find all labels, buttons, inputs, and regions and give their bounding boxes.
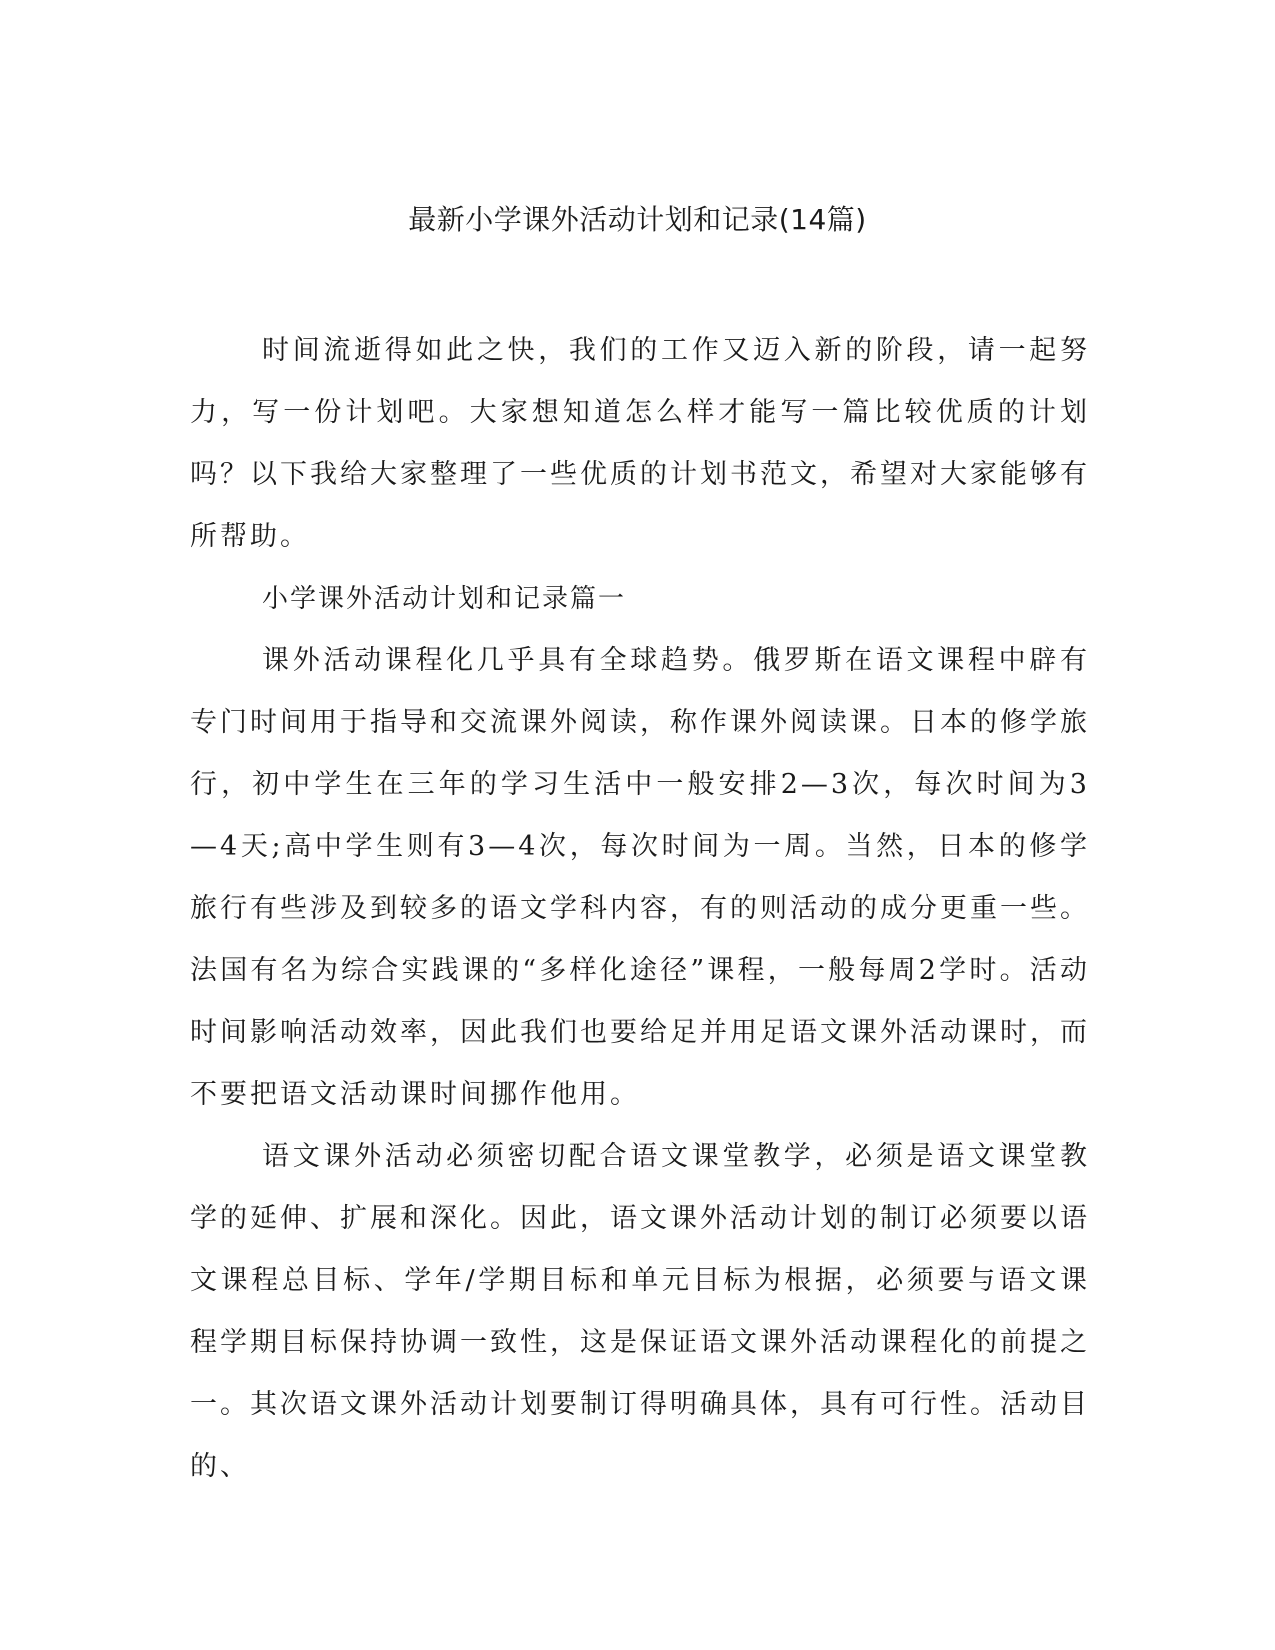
document-title: 最新小学课外活动计划和记录(14篇)	[408, 203, 867, 236]
body-paragraph-1: 课外活动课程化几乎具有全球趋势。俄罗斯在语文课程中辟有专门时间用于指导和交流课外阅读，称作课外阅读课。日本的修学旅行，初中学生在三年的学习生活中一般安排2—3次，每次时间为3—4天;高中学生则有3—4次，每次时间为一周。当然，日本的修学旅行有些涉及到较多的语文学科内容，有的则活动的成分更重一些。法国有名为综合实践课的“多样化途径”课程，一般每周2学时。活动时间影响活动效率，因此我们也要给足并用足语文课外活动课时，而不要把语文活动课时间挪作他用。	[190, 645, 1090, 1110]
intro-paragraph: 时间流逝得如此之快，我们的工作又迈入新的阶段，请一起努力，写一份计划吧。大家想知道怎么样才能写一篇比较优质的计划吗？以下我给大家整理了一些优质的计划书范文，希望对大家能够有所帮助。	[190, 335, 1090, 552]
body-paragraph-2: 语文课外活动必须密切配合语文课堂教学，必须是语文课堂教学的延伸、扩展和深化。因此，语文课外活动计划的制订必须要以语文课程总目标、学年/学期目标和单元目标为根据，必须要与语文课程学期目标保持协调一致性，这是保证语文课外活动课程化的前提之一。其次语文课外活动计划要制订得明确具体，具有可行性。活动目的、	[190, 1141, 1090, 1482]
document-body	[190, 320, 1090, 1498]
section-heading: 小学课外活动计划和记录篇一	[262, 584, 627, 614]
